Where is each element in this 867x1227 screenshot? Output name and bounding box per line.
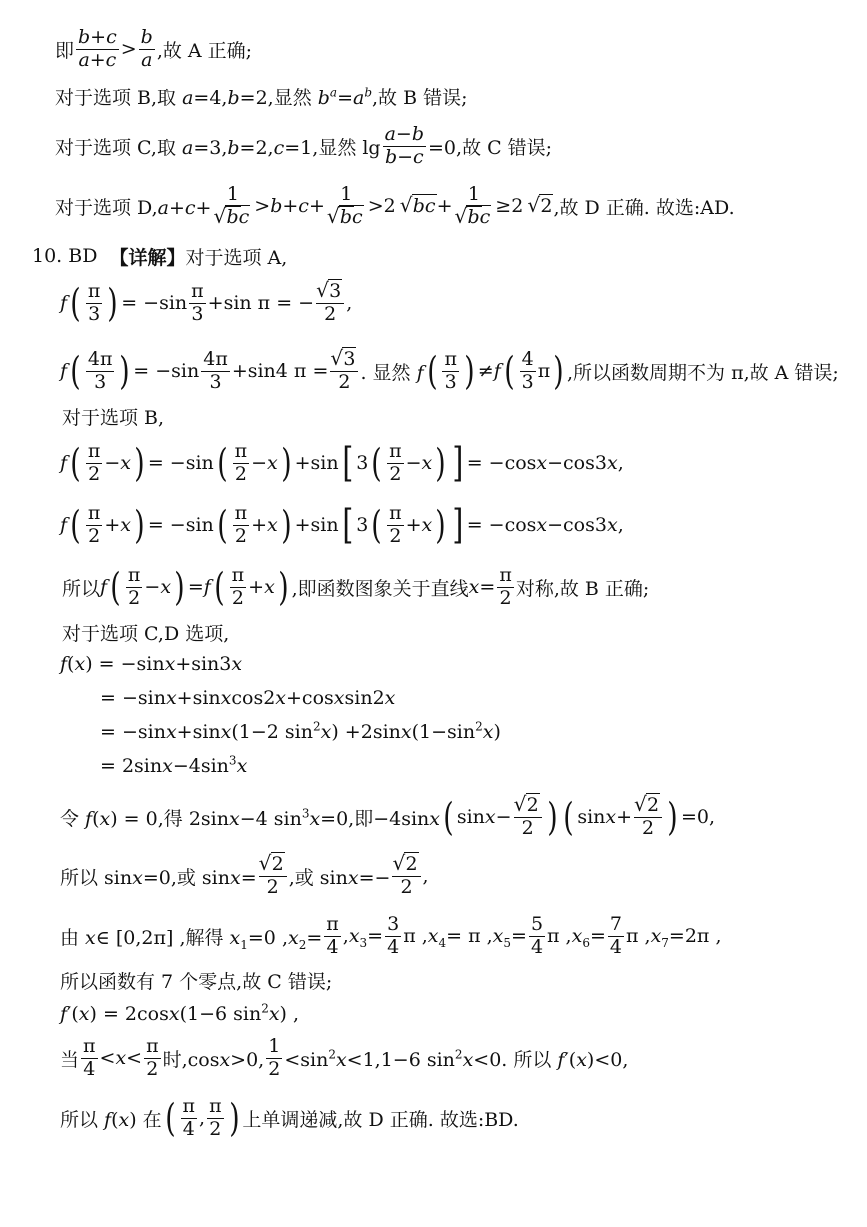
text-suffix: =0,	[680, 806, 716, 828]
line-8	[62, 396, 164, 436]
text-content: 对于选项 C,D 选项,	[62, 622, 230, 645]
line-19: 由 x∈ [0,2π] ,解得 $x_1=0$ $,x_2=$ $\frac{\pi}{4}$ $,x_3=$ $\frac{3}{4}$ π $,x_4= \pi$ $,x_5=$ $\frac{5}{4}$ π $,x_6=$ $\frac{7}{4}$ π $,x_7=2\pi$ ,	[60, 912, 722, 958]
line-22: 当 $\frac{\pi}{4}$ <x< $\frac{\pi}{2}$ 时,cosx>0, $\frac{1}{2}$ $<\sin^2x<1,1-6$ $\sin^2x<0$. 所以 f′(x)<0,	[60, 1034, 629, 1080]
line-10: f ( $\frac{\pi}{2}$ +x ) = −sin ( $\frac{\pi}{2}$ +x ) +sin [ 3 ( $\frac{\pi}{2}$ +x ) ] = −cosx−cos3x,	[60, 501, 624, 548]
text-prefix: 即	[55, 39, 75, 62]
text-content: 对于选项 B,取 a=4,b=2,显然 $b^a=a^b$,故 B 错误;	[55, 85, 468, 109]
line-18: 所以 sinx=0,或 sinx= √ $\frac{2}{2}$ ,或 sinx=− √ $\frac{2}{2}$ ,	[60, 846, 429, 906]
line-4: 对于选项 D,a+c+ 1 √ bc >b+c+ 1 √ bc >2 √ bc+ 1 √ bc ≥2 √ 2 ,故 D 正确. 故选:AD.	[55, 175, 735, 237]
fraction: 1 √ bc	[213, 185, 252, 228]
line-20	[60, 962, 332, 998]
text-content: 对于选项 B,	[62, 406, 165, 429]
text-suffix: ,故 D 正确. 故选:AD.	[553, 196, 735, 219]
line-9: f ( $\frac{\pi}{2}$ −x ) = −sin ( $\frac{\pi}{2}$ −x ) +sin [ 3 ( $\frac{\pi}{2}$ −x ) ] = −cosx−cos3x,	[60, 439, 624, 486]
text-suffix: ,所以函数周期不为 π,故 A 错误;	[567, 361, 839, 384]
line-14: = −sinx+sinxcos2x+cosxsin2x	[100, 687, 396, 709]
text-suffix: =0,故 C 错误;	[428, 136, 553, 159]
text-content: 所以函数有 7 个零点,故 C 错误;	[60, 970, 333, 993]
line-11: 所以 f ( $\frac{\pi}{2}$ −x ) =f ( $\frac{\pi}{2}$ +x ) ,即函数图象关于直线 x= $\frac{\pi}{2}$ 对称,故 B 正确;	[62, 563, 650, 609]
fraction: $\frac{a-b}{b-c}$	[384, 122, 425, 168]
line-23: 所以 f(x) 在 ( $\frac{\pi}{4}$ , $\frac{\pi}{2}$ ) 上单调递减,故 D 正确. 故选:BD.	[60, 1094, 519, 1140]
line-13: f(x) = −sinx+sin3x	[60, 653, 243, 675]
text-content: 对于选项 A,	[185, 246, 288, 269]
text-suffix: 上单调递减,故 D 正确. 故选:BD.	[242, 1108, 519, 1131]
line-21: f′(x) = 2cosx(1−6 $\sin^2x$) ,	[60, 1001, 300, 1025]
text-prefix: 所以	[62, 577, 101, 600]
line-2	[55, 76, 468, 116]
line-6: f ( $\frac{\pi}{3}$ ) = −sin $\frac{\pi}{3}$ +sin π = − √ $\frac{3}{2}$ ,	[60, 272, 352, 334]
line-3	[55, 118, 552, 174]
text-content: 对于选项 C,取 a=3,b=2,c=1,显然 lg	[55, 136, 381, 159]
fraction: $\frac{b+c}{a+c}$	[78, 25, 117, 71]
text-suffix: 对称,故 B 正确;	[515, 577, 650, 600]
text-mid: ,即函数图象关于直线	[291, 577, 469, 600]
text-suffix: ,故 A 正确;	[156, 39, 253, 62]
fraction: $\frac{b}{a}$	[140, 25, 153, 71]
fraction: 1 √ bc	[454, 185, 493, 228]
detail-tag: 【详解】	[109, 246, 186, 269]
line-16: = $2\sin x-4\sin^3x$	[100, 753, 248, 777]
question-number: 10. BD	[32, 245, 98, 267]
fraction: 1 √ bc	[327, 185, 366, 228]
line-5	[32, 236, 287, 276]
line-1: 即 $\frac{b+c}{a+c}$ > $\frac{b}{a}$ ,故 A 正确;	[55, 25, 253, 71]
line-15: = −sinx+sinx(1−2 $\sin^2x) +2\sin x(1-\sin^2x)$	[100, 719, 501, 743]
line-17: 令 f(x) = 0,得 2sinx−4 $\sin^3x=0$,即−4sinx ( sinx− √ $\frac{2}{2}$ ) ( sinx+ √ $\frac{2}{2}$ ) =0,	[60, 786, 715, 848]
line-7: f ( $\frac{4\pi}{3}$ ) = −sin $\frac{4\pi}{3}$ +sin4 π = √ $\frac{3}{2}$ . 显然 f ( $\frac{\pi}{3}$ ) ≠f ( $\frac{4}{3}$ π ) ,所以函数周期不为 π,故 A 错误;	[60, 340, 839, 402]
